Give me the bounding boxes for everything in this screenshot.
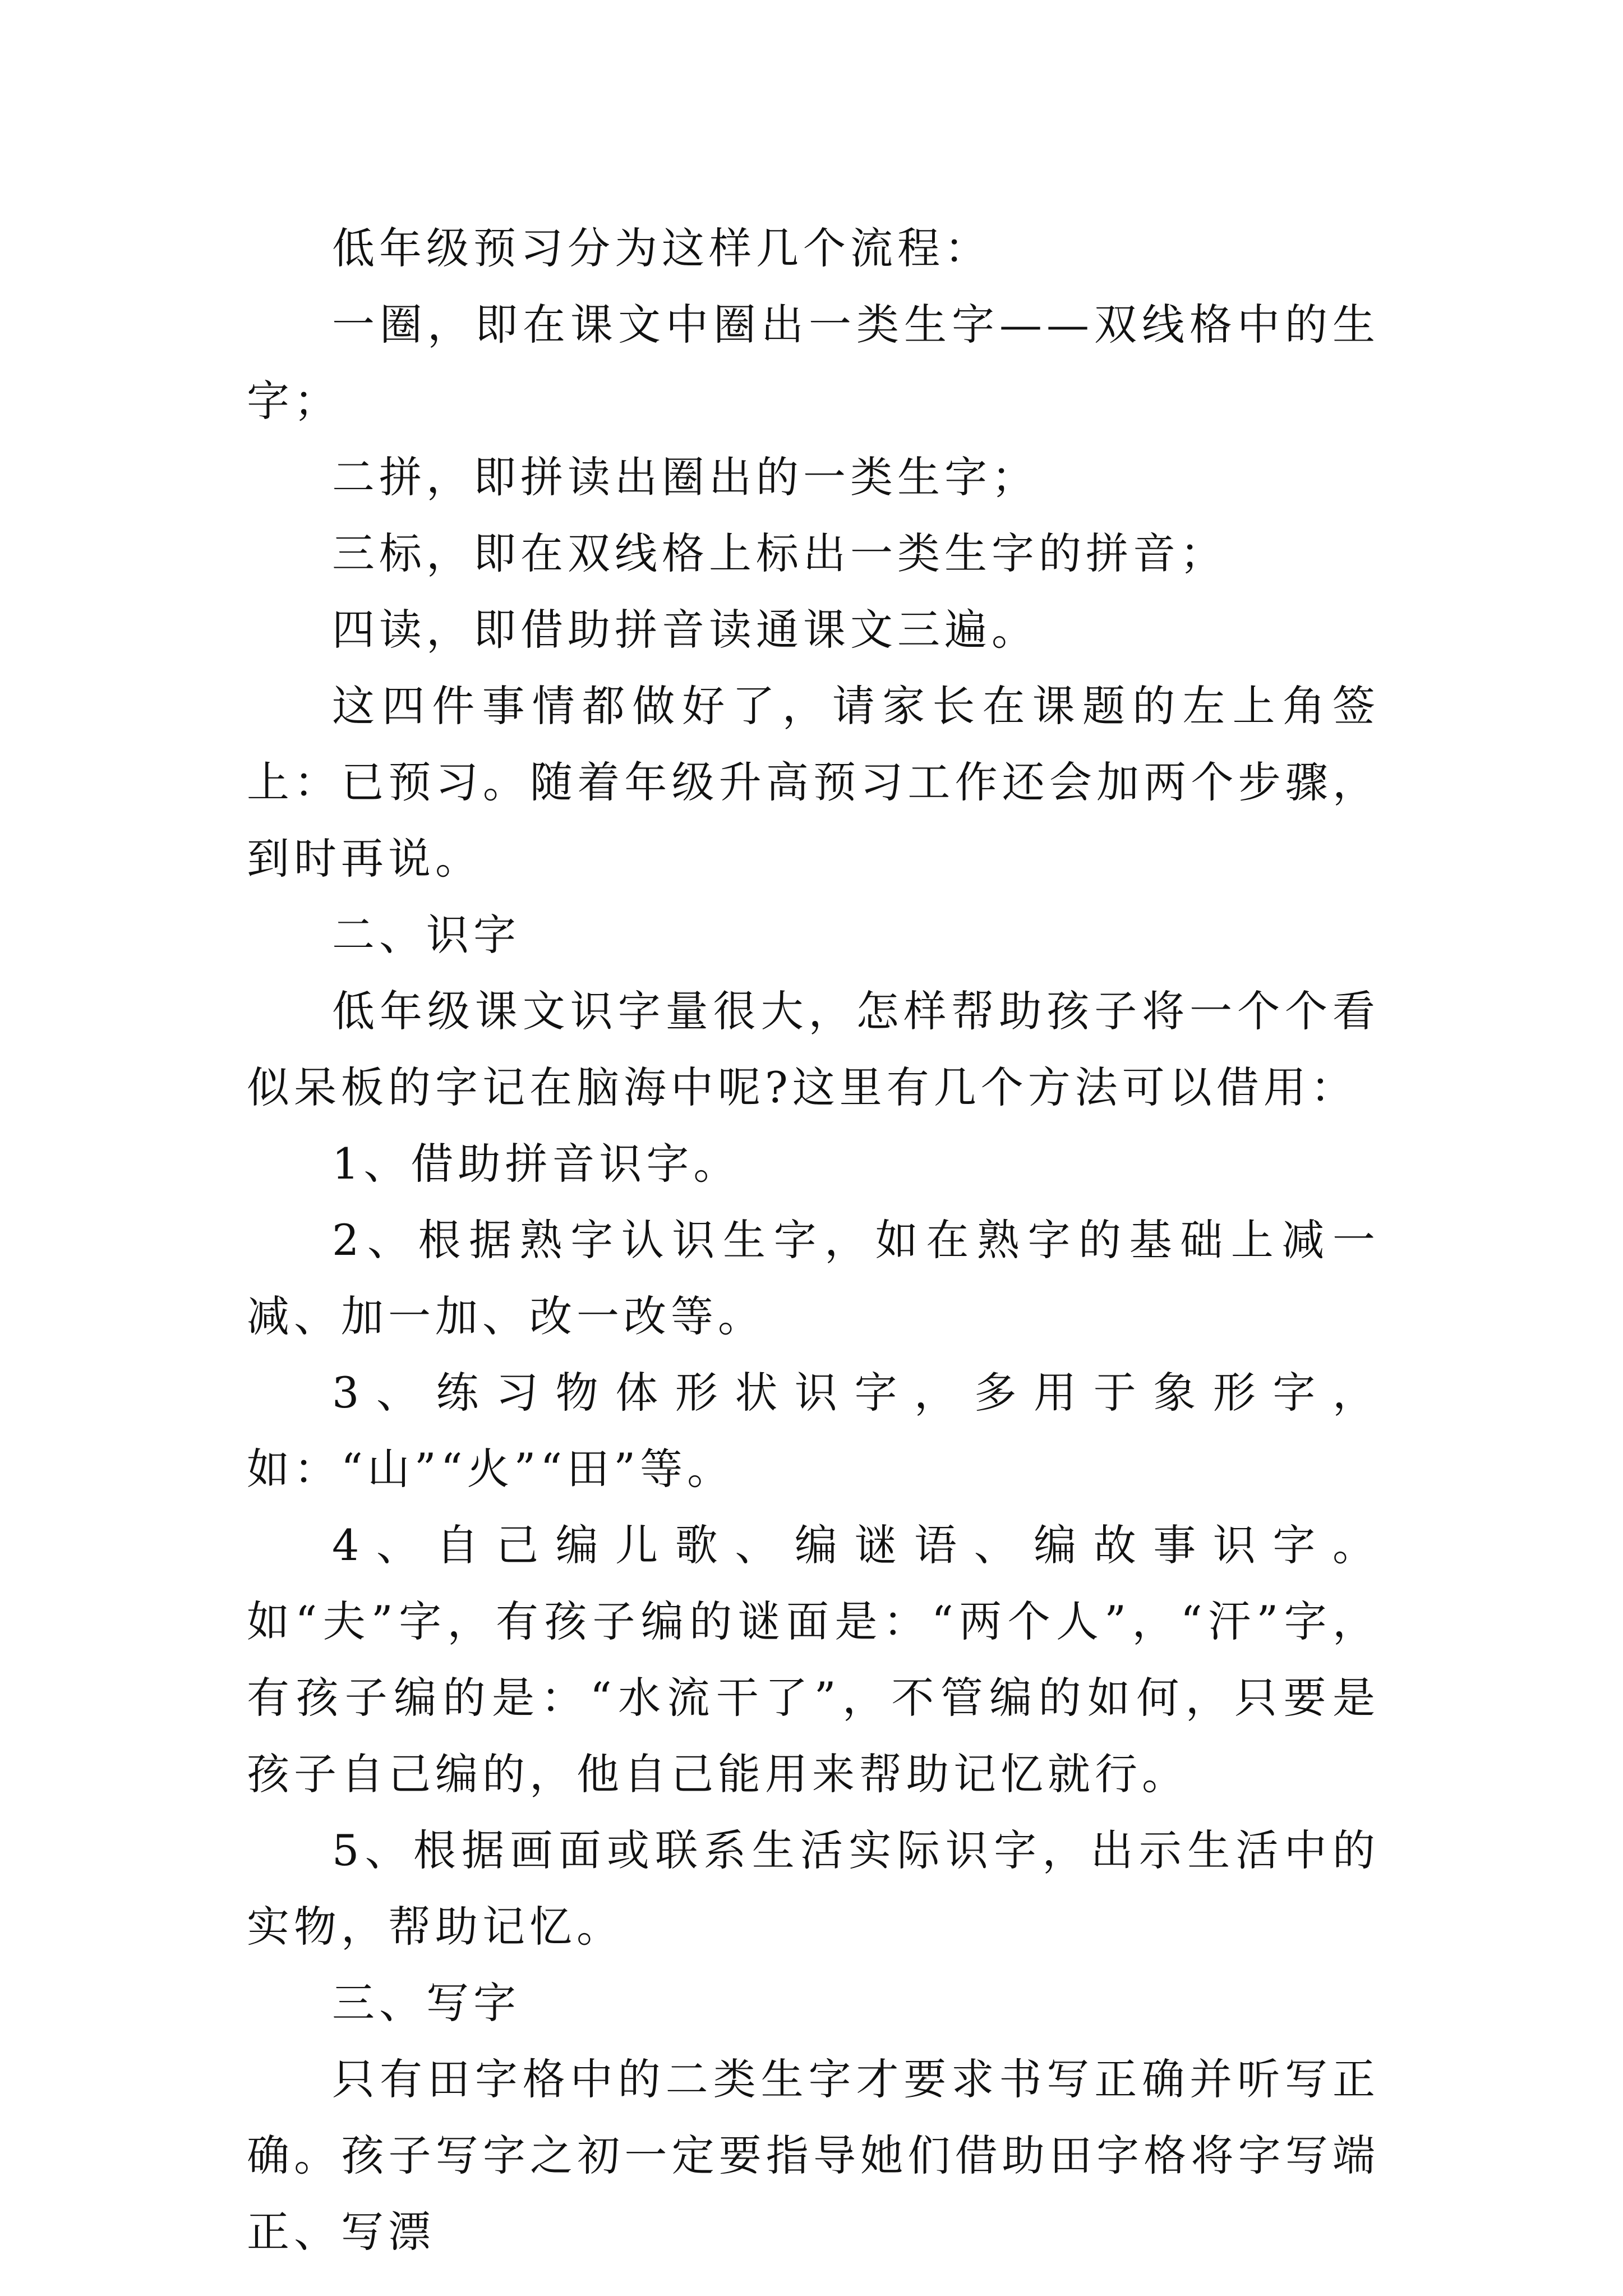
list-item-method-4: 4、自己编儿歌、编谜语、编故事识字。如“夫”字，有孩子编的谜面是：“两个人”，“汗”字，有孩子编的是：“水流干了”，不管编的如何，只要是孩子自己编的，他自己能用来帮助记忆就行。 bbox=[247, 1520, 1380, 1799]
section-heading-literacy: 二、识字 bbox=[332, 910, 520, 960]
paragraph-writing-intro: 只有田字格中的二类生字才要求书写正确并听写正确。孩子写字之初一定要指导她们借助田字格将字写端正、写漂 bbox=[247, 2054, 1380, 2257]
list-item-method-2: 2、根据熟字认识生字，如在熟字的基础上减一减、加一加、改一改等。 bbox=[247, 1215, 1380, 1341]
paragraph-step-spell: 二拼，即拼读出圈出的一类生字； bbox=[332, 452, 1039, 502]
paragraph-literacy-intro: 低年级课文识字量很大，怎样帮助孩子将一个个看似呆板的字记在脑海中呢?这里有几个方法可以借用： bbox=[247, 986, 1380, 1112]
list-item-method-5: 5、根据画面或联系生活实际识字，出示生活中的实物，帮助记忆。 bbox=[247, 1825, 1380, 1952]
paragraph-parent-signature: 这四件事情都做好了，请家长在课题的左上角签上：已预习。随着年级升高预习工作还会加两个步骤，到时再说。 bbox=[247, 681, 1380, 884]
document-body bbox=[247, 210, 1380, 2270]
list-item-method-1: 1、借助拼音识字。 bbox=[332, 1139, 741, 1189]
paragraph-preview-steps-intro: 低年级预习分为这样几个流程： bbox=[332, 223, 992, 273]
paragraph-step-read: 四读，即借助拼音读通课文三遍。 bbox=[332, 605, 1039, 655]
paragraph-step-mark: 三标，即在双线格上标出一类生字的拼音； bbox=[332, 528, 1227, 578]
paragraph-step-circle: 一圈，即在课文中圈出一类生字——双线格中的生字； bbox=[247, 300, 1380, 426]
list-item-method-3: 3、练习物体形状识字，多用于象形字，如：“山”“火”“田”等。 bbox=[247, 1368, 1380, 1494]
section-heading-writing: 三、写字 bbox=[332, 1978, 520, 2028]
